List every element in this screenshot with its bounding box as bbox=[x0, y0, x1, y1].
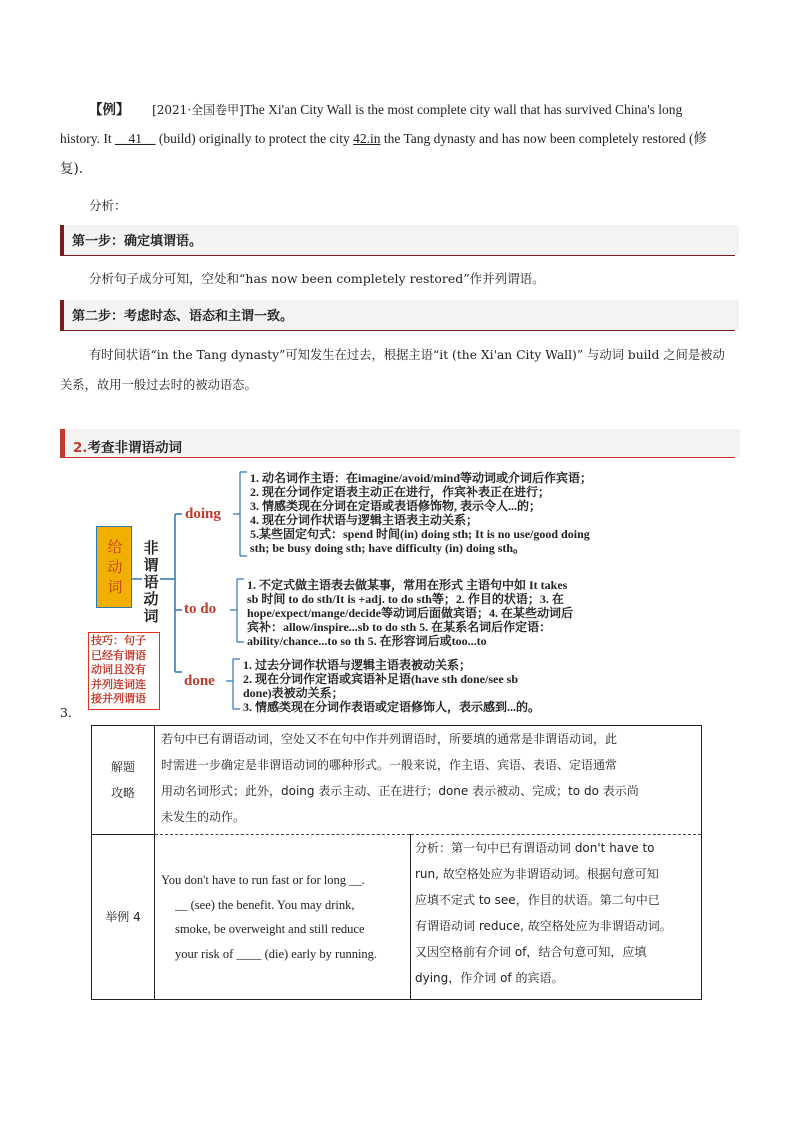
tip-line-1: 技巧：句子 bbox=[91, 634, 146, 647]
row1-label-line-1: 解题 bbox=[110, 760, 135, 774]
step1-bar bbox=[60, 225, 739, 255]
analysis-line-4: 有谓语动词 reduce, 故空格处应为非谓语动词。 bbox=[415, 919, 672, 933]
done-label: done bbox=[184, 673, 215, 689]
doing-notes bbox=[250, 471, 592, 555]
example-line-3: 复). bbox=[60, 161, 84, 177]
row1-label-line-2: 攻略 bbox=[110, 786, 135, 800]
center-char-3: 语 bbox=[143, 573, 159, 591]
row2-label-cell bbox=[92, 835, 155, 1000]
example-tag: 【例】 bbox=[89, 102, 130, 118]
left-box-char-1: 给 bbox=[107, 538, 123, 556]
step2-bar bbox=[60, 300, 739, 330]
strategy-table bbox=[91, 725, 702, 1000]
example-text-2b: (build) originally to protect the city bbox=[155, 131, 354, 146]
doing-note-5: 5.某些固定句式：spend 时间(in) doing sth; It is no use/good doing bbox=[250, 527, 590, 541]
row2-label: 举例 4 bbox=[105, 910, 141, 924]
analysis-line-5: 又因空格前有介词 of，结合句意可知，应填 bbox=[415, 945, 647, 959]
center-char-2: 谓 bbox=[143, 556, 159, 574]
doing-note-4: 4. 现在分词作状语与逻辑主语表主动关系； bbox=[250, 513, 479, 527]
done-note-1: 1. 过去分词作状语与逻辑主语表被动关系； bbox=[243, 658, 472, 672]
todo-note-5: ability/chance...to so th 5. 在形容词后或too...to bbox=[247, 634, 487, 648]
doing-note-1: 1. 动名词作主语：在imagine/avoid/mind等动词或介词后作宾语； bbox=[250, 471, 593, 485]
table-row bbox=[92, 835, 702, 1000]
example-sentence-3: smoke, be overweight and still reduce bbox=[175, 922, 365, 936]
center-char-1: 非 bbox=[143, 539, 159, 557]
step2-underline bbox=[60, 330, 735, 331]
done-note-4: 3. 情感类现在分词作表语或定语修饰人，表示感到...的。 bbox=[243, 700, 541, 714]
step1-title: 第一步：确定填谓语。 bbox=[72, 234, 203, 249]
section2-underline bbox=[60, 457, 735, 458]
tip-text bbox=[91, 634, 157, 707]
example-source: [2021·全国卷甲] bbox=[152, 103, 244, 117]
item-3-number: 3． bbox=[60, 705, 81, 720]
example-text-2c: the Tang dynasty and has now been completely restored (修 bbox=[380, 131, 707, 146]
example-sentence-1: You don't have to run fast or for long __. bbox=[161, 873, 365, 887]
doing-note-2: 2. 现在分词作定语表主动正在进行，作宾补表正在进行； bbox=[250, 485, 551, 499]
analysis-cell bbox=[411, 835, 702, 1000]
tip-line-2: 已经有谓语 bbox=[91, 648, 146, 662]
left-box bbox=[96, 526, 132, 608]
step1-text: 分析句子成分可知，空处和“has now been completely restored”作并列谓语。 bbox=[89, 271, 545, 286]
row1-line-1: 若句中已有谓语动词，空处又不在句中作并列谓语时，所要填的通常是非谓语动词，此 bbox=[161, 732, 618, 746]
todo-note-1: 1. 不定式做主语表去做某事，常用在形式 主语句中如 It takes bbox=[247, 578, 568, 592]
row1-label-cell bbox=[92, 726, 155, 835]
doing-note-3: 3. 情感类现在分词在定语或表语修饰物, 表示令人...的； bbox=[250, 499, 542, 513]
doing-note-6: sth; be busy doing sth; have difficulty (in) doing sth。 bbox=[250, 541, 526, 555]
row1-line-3: 用动名词形式；此外，doing 表示主动、正在进行；done 表示被动、完成；to do 表示尚 bbox=[161, 784, 639, 798]
example-sentence-4: your risk of ____ (die) early by running. bbox=[175, 946, 378, 961]
todo-notes bbox=[247, 578, 573, 648]
blank-41: __41__ bbox=[115, 131, 156, 146]
center-char-5: 词 bbox=[143, 607, 159, 625]
tip-box bbox=[88, 632, 160, 710]
step2-line1: 有时间状语“in the Tang dynasty”可知发生在过去，根据主语“it (the Xi'an City Wall)” 与动词 build 之间是被动 bbox=[89, 348, 725, 362]
todo-note-2: sb 时间 to do sth/It is +adj. to do sth等；2. 作目的状语；3. 在 bbox=[247, 592, 564, 606]
example-sentence-2: __ (see) the benefit. You may drink, bbox=[175, 897, 355, 912]
tip-line-5: 接并列谓语 bbox=[91, 692, 146, 705]
analysis-line-3: 应填不定式 to see，作目的状语。第二句中已 bbox=[415, 893, 660, 907]
doing-label: doing bbox=[185, 506, 221, 522]
row1-line-2: 时需进一步确定是非谓语动词的哪种形式。一般来说，作主语、宾语、表语、定语通常 bbox=[161, 758, 618, 772]
analysis-line-2: run, 故空格处应为非谓语动词。根据句意可知 bbox=[415, 867, 659, 881]
blank-42: 42.in bbox=[353, 131, 381, 146]
center-char-4: 动 bbox=[143, 590, 159, 608]
center-label bbox=[142, 540, 160, 625]
example-cell bbox=[155, 835, 411, 1000]
row1-content-cell bbox=[155, 726, 702, 835]
example-text-2a: history. It bbox=[60, 131, 115, 146]
tip-line-3: 动词且没有 bbox=[91, 663, 146, 676]
row1-line-4: 未发生的动作。 bbox=[161, 810, 246, 824]
analysis-line-1: 分析：第一句中已有谓语动词 don't have to bbox=[415, 841, 655, 855]
step2-title: 第二步：考虑时态、语态和主谓一致。 bbox=[72, 309, 294, 324]
analysis-line-6: dying，作介词 of 的宾语。 bbox=[415, 971, 564, 985]
left-box-char-3: 词 bbox=[107, 578, 123, 596]
example-line-2 bbox=[60, 132, 707, 146]
done-notes bbox=[243, 658, 540, 714]
step1-underline bbox=[60, 255, 735, 256]
todo-note-4: 宾补：allow/inspire...sb to do sth 5. 在某系名词后作定语： bbox=[247, 620, 552, 634]
section2-number: 2 bbox=[73, 440, 83, 456]
table-row bbox=[92, 726, 702, 835]
section2-dot: . bbox=[82, 440, 88, 456]
todo-note-3: hope/expect/mange/decide等动词后面做宾语；4. 在某些动词后 bbox=[247, 606, 573, 620]
example-text-1: The Xi'an City Wall is the most complete city wall that has survived China's long bbox=[243, 102, 683, 117]
tip-line-4: 并列连词连 bbox=[91, 677, 146, 691]
section2-title: 考查非谓语动词 bbox=[87, 440, 183, 456]
section2-heading bbox=[60, 429, 740, 457]
non-finite-verb-diagram bbox=[90, 462, 650, 717]
example-line-1 bbox=[89, 103, 682, 117]
todo-label: to do bbox=[184, 601, 217, 617]
left-box-char-2: 动 bbox=[107, 558, 123, 576]
analysis-label: 分析： bbox=[89, 198, 127, 213]
step2-line2: 关系，故用一般过去时的被动语态。 bbox=[60, 378, 257, 392]
done-note-3: done)表被动关系； bbox=[243, 686, 344, 700]
done-note-2: 2. 现在分词作定语或宾语补足语(have sth done/see sb bbox=[243, 672, 519, 686]
section2-title-wrap bbox=[73, 436, 182, 456]
